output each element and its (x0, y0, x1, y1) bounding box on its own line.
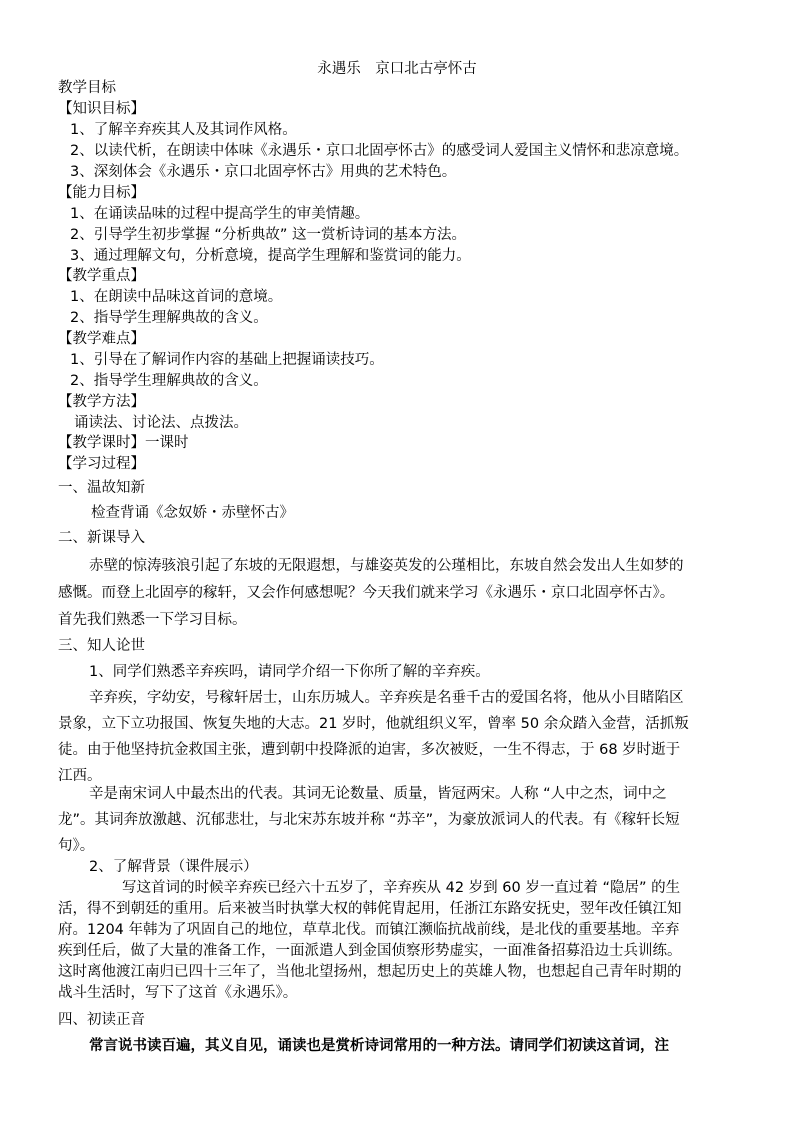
style-paragraph-line: 句》。 (58, 838, 95, 854)
section-3-question-1: 1、同学们熟悉辛弃疾吗，请同学介绍一下你所了解的辛弃疾。 (89, 664, 490, 680)
difficulty-item: 1、引导在了解词作内容的基础上把握诵读技巧。 (70, 352, 384, 368)
key-points-label: 【教学重点】 (58, 268, 145, 284)
background-paragraph-line: 府。1204 年韩为了巩固自己的地位，草草北伐。而镇江濒临抗战前线，是北伐的重要基地。辛弃 (58, 922, 680, 938)
section-2-paragraph-line: 赤壁的惊涛骇浪引起了东坡的无限遐想，与雄姿英发的公瑾相比，东坡自然会发出人生如梦的 (89, 558, 684, 574)
method-label: 【教学方法】 (58, 394, 145, 410)
knowledge-item: 1、了解辛弃疾其人及其词作风格。 (70, 122, 297, 138)
difficulty-item: 2、指导学生理解典故的含义。 (70, 373, 268, 389)
process-label: 【学习过程】 (58, 456, 145, 472)
section-4-bold-text: 常言说书读百遍，其义自见，诵读也是赏析诗词常用的一种方法。请同学们初读这首词，注 (89, 1038, 669, 1054)
section-3-heading: 三、知人论世 (58, 638, 145, 654)
section-3-question-2: 2、了解背景（课件展示） (89, 859, 258, 875)
class-hours: 【教学课时】一课时 (58, 435, 189, 451)
difficulty-label: 【教学难点】 (58, 331, 145, 347)
objectives-heading: 教学目标 (58, 80, 116, 96)
section-1-text: 检查背诵《念奴娇・赤壁怀古》 (91, 505, 294, 521)
style-paragraph-line: 辛是南宋词人中最杰出的代表。其词无论数量、质量，皆冠两宋。人称 “人中之杰，词中之 (89, 786, 667, 802)
bio-paragraph-line: 徒。由于他坚持抗金救国主张，遭到朝中投降派的迫害，多次被贬，一生不得志，于 68 岁时逝于 (58, 742, 681, 758)
background-paragraph-line: 这时离他渡江南归已四十三年了，当他北望扬州，想起历史上的英雄人物，也想起自己青年时期的 (58, 964, 682, 980)
page-title: 永遇乐 京口北古亭怀古 (317, 61, 477, 77)
bio-paragraph-line: 江西。 (58, 768, 102, 784)
background-paragraph-line: 写这首词的时候辛弃疾已经六十五岁了，辛弃疾从 42 岁到 60 岁一直过着 “隐居” 的生 (122, 880, 681, 896)
bio-paragraph-line: 景象，立下立功报国、恢复失地的大志。21 岁时，他就组织义军，曾率 50 余众踏入金营，活抓叛 (58, 716, 689, 732)
section-4-heading: 四、初读正音 (58, 1012, 145, 1028)
knowledge-item: 3、深刻体会《永遇乐・京口北固亭怀古》用典的艺术特色。 (70, 164, 457, 180)
ability-item: 3、通过理解文句，分析意境，提高学生理解和鉴赏词的能力。 (70, 248, 471, 264)
background-paragraph-line: 活，得不到朝廷的重用。后来被当时执掌大权的韩侂胄起用，任浙江东路安抚史，翌年改任镇江知 (58, 901, 682, 917)
key-point-item: 1、在朗读中品味这首词的意境。 (70, 289, 283, 305)
method-text: 诵读法、讨论法、点拨法。 (74, 415, 248, 431)
ability-label: 【能力目标】 (58, 185, 145, 201)
knowledge-item: 2、以读代析，在朗读中体味《永遇乐・京口北固亭怀古》的感受词人爱国主义情怀和悲凉意境。 (70, 143, 689, 159)
background-paragraph-line: 疾到任后，做了大量的准备工作，一面派遣人到金国侦察形势虚实，一面准备招募沿边士兵训练。 (58, 943, 682, 959)
ability-item: 1、在诵读品味的过程中提高学生的审美情趣。 (70, 206, 370, 222)
section-2-heading: 二、新课导入 (58, 530, 145, 546)
knowledge-label: 【知识目标】 (58, 101, 145, 117)
section-2-paragraph-line: 感慨。而登上北固亭的稼轩，又会作何感想呢？今天我们就来学习《永遇乐・京口北固亭怀古》。 (58, 585, 675, 601)
bio-paragraph-line: 辛弃疾，字幼安，号稼轩居士，山东历城人。辛弃疾是名垂千古的爱国名将，他从小目睹陷区 (89, 690, 684, 706)
style-paragraph-line: 龙”。其词奔放激越、沉郁悲壮，与北宋苏东坡并称 “苏辛”，为豪放派词人的代表。有《稼轩长短 (58, 812, 680, 828)
background-paragraph-line: 战斗生活时，写下了这首《永遇乐》。 (58, 985, 298, 1001)
section-1-heading: 一、温故知新 (58, 480, 145, 496)
section-2-paragraph-line: 首先我们熟悉一下学习目标。 (58, 612, 247, 628)
key-point-item: 2、指导学生理解典故的含义。 (70, 310, 268, 326)
ability-item: 2、引导学生初步掌握 “分析典故” 这一赏析诗词的基本方法。 (70, 227, 466, 243)
